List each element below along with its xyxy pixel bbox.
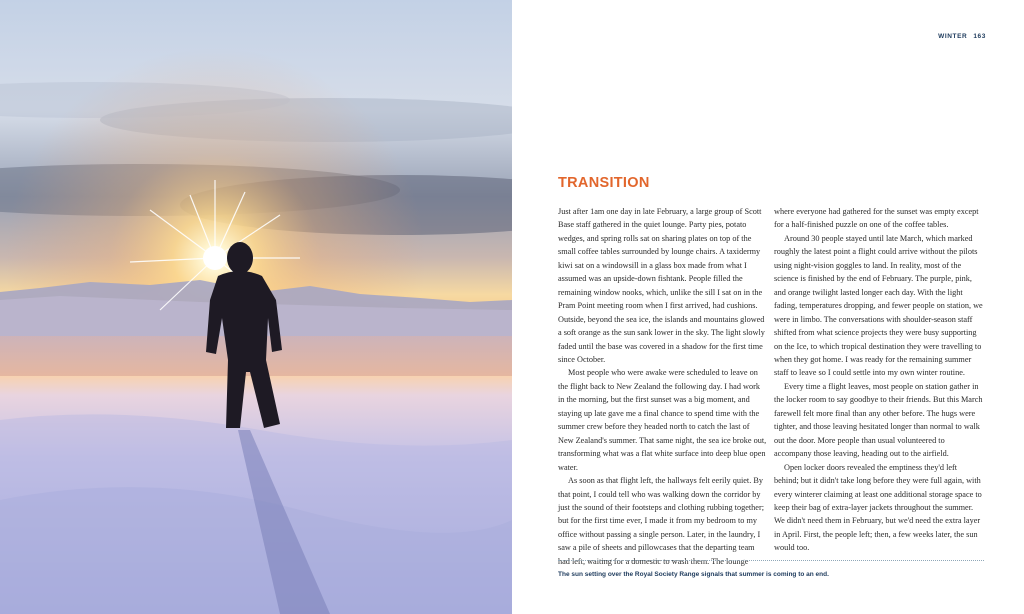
text-page (512, 0, 1024, 614)
paragraph: where everyone had gathered for the sunset was empty except for a half-finished puzzle on one of the coffee tables. (774, 207, 979, 230)
section-heading: TRANSITION (558, 175, 650, 191)
paragraph: As soon as that flight left, the hallways felt eerily quiet. By that point, I could tell who was walking down the corridor by just the sound of their footsteps and clothing rubbing together; but for the first time ever, I made it from my bedroom to my office without passing a single person. Later, in the laundry, I saw a pile of sheets and pillowcases that the departing team had left, waiting for a domestic to wash them. The lounge (558, 476, 764, 566)
body-column-right (774, 205, 983, 555)
paragraph: Just after 1am one day in late February, a large group of Scott Base staff gathered in the quiet lounge. Party pies, potato wedges, and spring rolls sat on sharing plates on top of the small coffee tables surrounded by lounge chairs. A taxidermy kiwi sat on a windowsill in a glass box made from what I assumed was an upside-down fishtank. People filled the remaining window nooks, which, unlike the sill I sat on in the Pram Point meeting room when I first arrived, had cushions. Outside, beyond the sea ice, the islands and mountains glowed a soft orange as the sun sank lower in the sky. The light slowly faded until the base was covered in a shadow for the first time since October. (558, 207, 765, 364)
caption-divider (558, 560, 984, 561)
running-head (938, 33, 986, 40)
page-number: 163 (973, 33, 986, 40)
body-column-left (558, 205, 767, 568)
paragraph: Every time a flight leaves, most people on station gather in the locker room to say goodbye to their friends. But this March farewell felt more final than any other before. The hugs were tighter, and those leaving hesitated longer than normal to walk out the door. More people than usual volunteered to accompany those leaving, heading out to the airfield. (774, 381, 983, 459)
paragraph: Most people who were awake were scheduled to leave on the flight back to New Zealand the following day. I had work in the morning, but the first sunset was a big moment, and staying up late gave me a final chance to spend time with the summer crew before they headed north to catch the last of New Zealand's summer. That same night, the sea ice broke out, transforming what was a flat white surface into deep blue open water. (558, 368, 767, 472)
paragraph: Open locker doors revealed the emptiness they'd left behind; but it didn't take long before they were full again, with every winterer claiming at least one additional storage space to keep their bag of extra-layer jackets throughout the summer. We didn't need them in February, but we'd need the extra layer in April. First, the people left; then, a few weeks later, the sun would too. (774, 462, 982, 553)
paragraph: Around 30 people stayed until late March, which marked roughly the latest point a flight could arrive without the pilots using night-vision goggles to land. In reality, most of the science is finished by the end of February. The purple, pink, and orange twilight lasted longer each day. With the light fading, temperatures dropping, and fewer people on station, we were in limbo. The conversations with shoulder-season staff shifted from what science projects they were busy supporting on the Ice, to which tropical destination they were travelling to when they got home. I was ready for the remaining summer staff to leave so I could settle into my own winter routine. (774, 233, 983, 378)
photo-caption: The sun setting over the Royal Society Range signals that summer is coming to an end. (558, 571, 829, 578)
section-name: WINTER (938, 33, 968, 40)
